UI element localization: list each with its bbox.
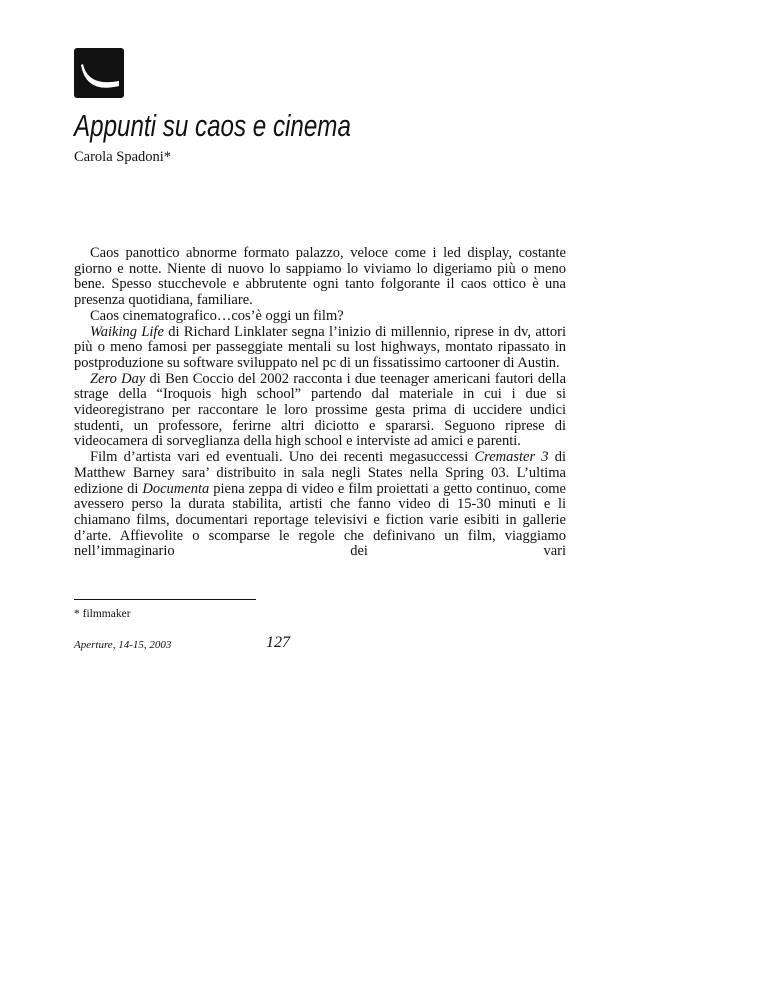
journal-reference: Aperture, 14-15, 2003 (74, 639, 172, 651)
footnote: * filmmaker (74, 608, 131, 620)
exhibition-title-documenta: Documenta (142, 480, 210, 497)
film-title-waking-life: Waiking Life (90, 323, 164, 340)
paragraph-5-text-b: di Matthew Barney sara’ distribuito in sala negli States nella Spring 03. L’ultima edizione di (74, 449, 567, 497)
page-number: 127 (266, 634, 290, 651)
paragraph-1: Caos panottico abnorme formato palazzo, veloce come i led display, costante giorno e notte. Niente di nuovo lo sappiamo lo viviamo lo digeriamo più o meno bene. Spesso stucchevole e abbrutente ogni tanto folgorante il caos ottico è una presenza quotidiana, familiare. (74, 245, 566, 309)
crescent-smile-icon (74, 48, 124, 98)
paragraph-3 (74, 325, 566, 372)
article-title: Appunti su caos e cinema (74, 108, 351, 143)
journal-logo (74, 48, 124, 98)
paragraph-4 (74, 372, 566, 451)
paragraph-3-text: di Richard Linklater segna l’inizio di millennio, riprese in dv, attori più o meno famosi per passeggiate mentali su lost highways, montato ripassato in postproduzione su software sviluppato nel pc di un fissatissimo cartooner di Austin. (74, 323, 566, 371)
film-title-zero-day: Zero Day (90, 370, 146, 387)
footnote-divider (74, 599, 256, 600)
paragraph-5-text-c: piena zeppa di video e film proiettati a getto continuo, come avessero perso la durata stabilita, artisti che fanno video di 15-30 minuti e li chiamano films, documentari reportage televisivi e fiction varie esibiti in gallerie d’arte. Affievolite o scomparse le regole che definivano un film, viaggiamo nell’immaginario dei vari (74, 480, 566, 560)
author-name: Carola Spadoni* (74, 149, 172, 165)
paragraph-4-text: di Ben Coccio del 2002 racconta i due teenager americani fautori della strage della “Iroquois high school” partendo dal materiale in cui i due si videoregistrano per raccontare le loro prossime gesta prima di uccidere undici studenti, un professore, ferirne altri diciotto e spararsi. Seguono riprese di videocamera di sorveglianza della high school e interviste ad amici e parenti. (74, 370, 566, 450)
paragraph-5-text-a: Film d’artista vari ed eventuali. Uno dei recenti megasuccessi (90, 449, 475, 466)
film-title-cremaster: Cremaster 3 (474, 449, 549, 466)
article-body (74, 246, 566, 560)
paragraph-2: Caos cinematografico…cos’è oggi un film? (90, 307, 344, 324)
paragraph-5 (74, 450, 566, 560)
